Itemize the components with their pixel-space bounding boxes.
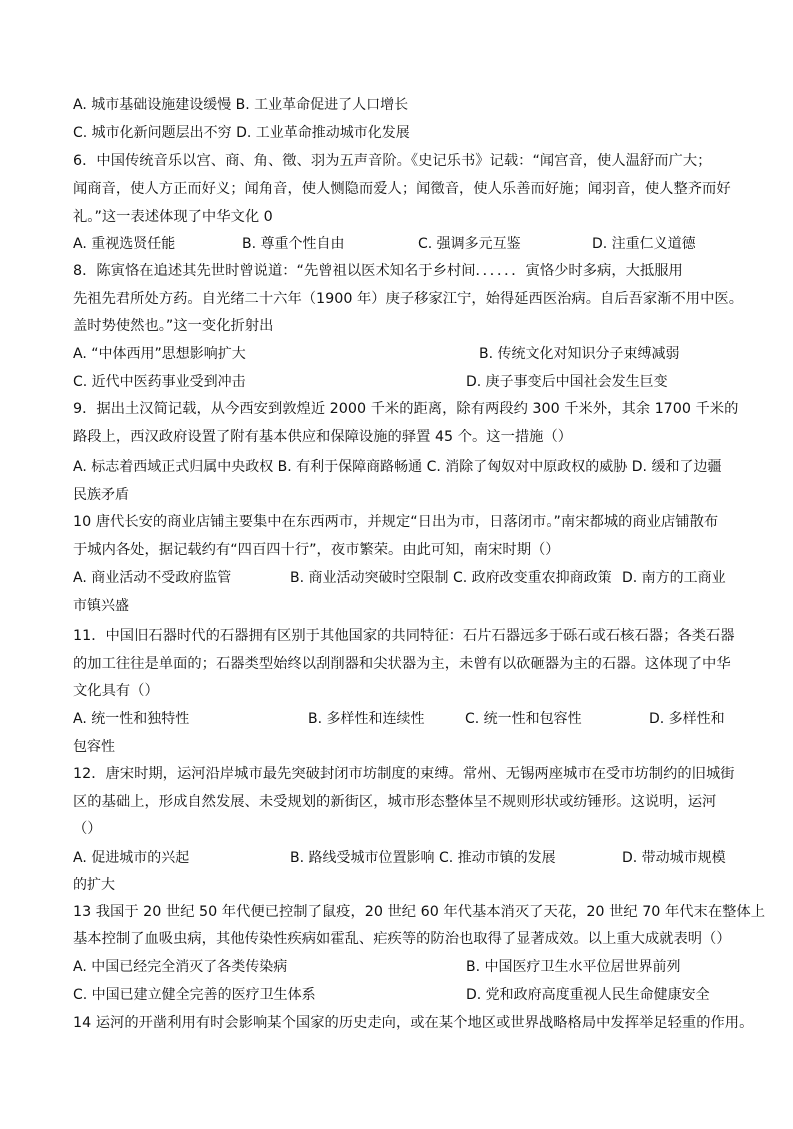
q12-option-d: D. 带动城市规模 <box>622 850 726 866</box>
q11-option-d: D. 多样性和 <box>649 711 725 727</box>
q6-option-a: A. 重视选贤任能 <box>73 236 176 252</box>
q12-stem-line-2: 区的基础上，形成自然发展、未受规划的新街区，城市形态整体呈不规则形状或纺锤形。这说明，运河 <box>73 794 717 810</box>
q10-stem-line-1: 10 唐代长安的商业店铺主要集中在东西两市，并规定“日出为市，日落闭市。”南宋都城的商业店铺散布 <box>73 514 719 530</box>
q13-stem-line-2: 基本控制了血吸虫病，其他传染性疾病如霍乱、疟疾等的防治也取得了显著成效。以上重大成就表明（） <box>73 931 731 947</box>
q9-stem-line-1: 9．据出土汉简记载，从今西安到敦煌近 2000 千米的距离，除有两段约 300 千米外，其余 1700 千米的 <box>73 401 739 417</box>
q8-option-b: B. 传统文化对知识分子束缚减弱 <box>479 346 680 362</box>
q14-stem-line-1: 14 运河的开凿利用有时会影响某个国家的历史走向，或在某个地区或世界战略格局中发挥举足轻重的作用。 <box>73 1015 754 1031</box>
q12-stem-line-1: 12．唐宋时期，运河沿岸城市最先突破封闭市坊制度的束缚。常州、无锡两座城市在受市坊制约的旧城街 <box>73 766 735 782</box>
q6-stem-line-2: 闻商音，使人方正而好义；闻角音，使人恻隐而爱人；闻徵音，使人乐善而好施；闻羽音，使人整齐而好 <box>73 181 731 197</box>
q10-option-a: A. 商业活动不受政府监管 <box>73 570 232 586</box>
q11-stem-line-3: 文化具有（） <box>73 683 159 699</box>
q10-option-d: D. 南方的工商业 <box>622 570 726 586</box>
q10-stem-line-2: 于城内各处，据记载约有“四百四十行”，夜市繁荣。由此可知，南宋时期（） <box>73 542 560 558</box>
q10-option-b-c: B. 商业活动突破时空限制 C. 政府改变重农抑商政策 <box>290 570 612 586</box>
q13-stem-line-1: 13 我国于 20 世纪 50 年代便已控制了鼠疫，20 世纪 60 年代基本消灭了天花，20 世纪 70 年代末在整体上 <box>73 904 766 920</box>
q11-option-c: C. 统一性和包容性 <box>465 711 582 727</box>
q9-options-line-2: 民族矛盾 <box>73 487 129 503</box>
q12-option-b-c: B. 路线受城市位置影响 C. 推动市镇的发展 <box>290 850 556 866</box>
q11-stem-line-1: 11．中国旧石器时代的石器拥有区别于其他国家的共同特征：石片石器远多于砾石或石核石器；各类石器 <box>73 628 735 644</box>
q12-stem-line-3: （） <box>73 821 102 837</box>
q9-options-line-1: A. 标志着西域正式归属中央政权 B. 有利于保障商路畅通 C. 消除了匈奴对中原政权的威胁 D. 缓和了边疆 <box>73 459 722 475</box>
q13-option-d: D. 党和政府高度重视人民生命健康安全 <box>466 987 710 1003</box>
q6-option-b: B. 尊重个性自由 <box>242 236 345 252</box>
q11-option-b: B. 多样性和连续性 <box>308 711 425 727</box>
q6-stem-line-3: 礼。”这一表述体现了中华文化 0 <box>73 209 273 225</box>
q11-option-a: A. 统一性和独特性 <box>73 711 190 727</box>
q12-option-a: A. 促进城市的兴起 <box>73 850 190 866</box>
q12-option-d-cont: 的扩大 <box>73 877 115 893</box>
q13-option-a: A. 中国已经完全消灭了各类传染病 <box>73 959 288 975</box>
q8-option-c: C. 近代中医药事业受到冲击 <box>73 374 246 390</box>
q8-option-d: D. 庚子事变后中国社会发生巨变 <box>466 374 668 390</box>
q13-option-b: B. 中国医疗卫生水平位居世界前列 <box>466 959 681 975</box>
q5-options-line-2: C. 城市化新问题层出不穷 D. 工业革命推动城市化发展 <box>73 125 410 141</box>
q10-option-d-cont: 市镇兴盛 <box>73 598 129 614</box>
q8-stem-line-1: 8．陈寅恪在追述其先世时曾说道：“先曾祖以医术知名于乡村间．．．．．．寅恪少时多病，大抵服用 <box>73 263 683 279</box>
q11-stem-line-2: 的加工往往是单面的；石器类型始终以刮削器和尖状器为主，未曾有以砍砸器为主的石器。这体现了中华 <box>73 656 731 672</box>
q8-stem-line-3: 盖时势使然也。”这一变化折射出 <box>73 318 274 334</box>
q8-stem-line-2: 先祖先君所处方药。自光绪二十六年（1900 年）庚子移家江宁，始得延西医治病。自后吾家渐不用中医。 <box>73 291 743 307</box>
q6-stem-line-1: 6．中国传统音乐以宫、商、角、徵、羽为五声音阶。《史记乐书》记载：“闻宫音，使人温舒而广大； <box>73 153 712 169</box>
q6-option-c: C. 强调多元互鉴 <box>418 236 521 252</box>
q13-option-c: C. 中国已建立健全完善的医疗卫生体系 <box>73 987 316 1003</box>
q8-option-a: A. “中体西用”思想影响扩大 <box>73 346 246 362</box>
q9-stem-line-2: 路段上，西汉政府设置了附有基本供应和保障设施的驿置 45 个。这一措施（） <box>73 429 573 445</box>
q11-option-d-cont: 包容性 <box>73 739 115 755</box>
q5-options-line-1: A. 城市基础设施建设缓慢 B. 工业革命促进了人口增长 <box>73 97 409 113</box>
q6-option-d: D. 注重仁义道德 <box>592 236 696 252</box>
